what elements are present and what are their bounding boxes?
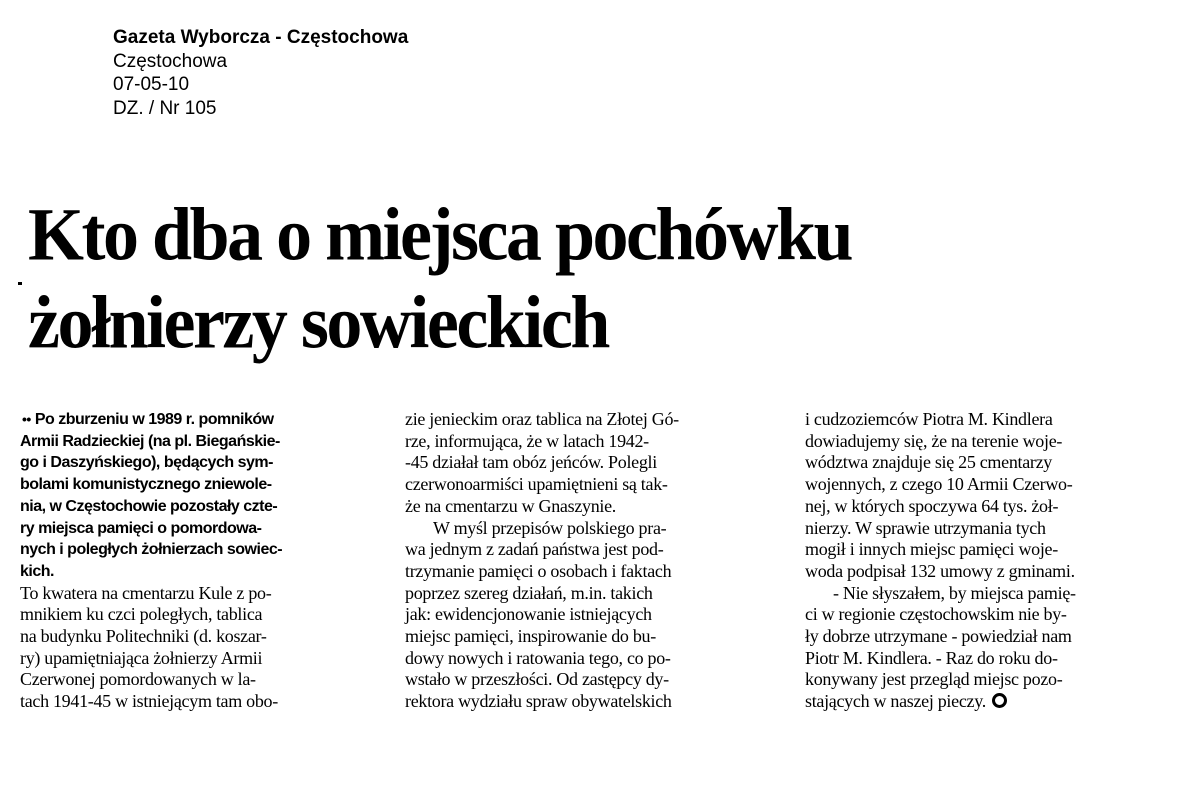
body-line: Piotr M. Kindlera. - Raz do roku do- bbox=[805, 647, 1058, 668]
body-line: mogił i innych miejsc pamięci woje- bbox=[805, 539, 1058, 560]
body-line: dowy nowych i ratowania tego, co po- bbox=[405, 647, 671, 668]
lead-line: nia, w Częstochowie pozostały czte- bbox=[20, 497, 278, 515]
masthead bbox=[113, 26, 408, 120]
body-line: nierzy. W sprawie utrzymania tych bbox=[805, 517, 1046, 538]
body-line: zie jenieckim oraz tablica na Złotej Gó- bbox=[405, 409, 679, 429]
body-paragraph bbox=[20, 583, 378, 713]
body-line: i cudzoziemców Piotra M. Kindlera bbox=[805, 409, 1053, 429]
publication-city: Częstochowa bbox=[113, 50, 228, 72]
issue-number: DZ. / Nr 105 bbox=[113, 97, 217, 119]
article-lead bbox=[20, 409, 378, 583]
body-line: konywany jest przegląd miejsc pozo- bbox=[805, 669, 1063, 690]
body-line: czerwonoarmiści upamiętnieni są tak- bbox=[405, 474, 668, 495]
article-column-2 bbox=[405, 409, 777, 713]
body-line: rektora wydziału spraw obywatelskich bbox=[405, 691, 672, 712]
body-line: ci w regionie częstochowskim nie by- bbox=[805, 604, 1067, 625]
publication-date: 07-05-10 bbox=[113, 74, 190, 95]
lead-line: •• Po zburzeniu w 1989 r. pomników bbox=[22, 411, 274, 428]
body-line-last: stających w naszej pieczy. bbox=[805, 691, 1177, 713]
lead-line: bolami komunistycznego zniewole- bbox=[20, 476, 272, 494]
body-line: To kwatera na cmentarzu Kule z po- bbox=[20, 582, 272, 603]
body-line: dowiadujemy się, że na terenie woje- bbox=[805, 430, 1063, 451]
body-paragraph bbox=[405, 409, 777, 518]
body-line: - Nie słyszałem, by miejsca pamię- bbox=[833, 582, 1076, 603]
body-line: Czerwonej pomordowanych w la- bbox=[20, 669, 256, 690]
body-line: rze, informująca, że w latach 1942- bbox=[405, 430, 649, 451]
lead-line: nych i poległych żołnierzach sowiec- bbox=[20, 541, 283, 559]
body-line: -45 działał tam obóz jeńców. Polegli bbox=[405, 452, 657, 473]
lead-line: go i Daszyńskiego), będących sym- bbox=[20, 454, 273, 472]
body-line: jak: ewidencjonowanie istniejących bbox=[405, 604, 652, 625]
body-line: wództwa znajduje się 25 cmentarzy bbox=[805, 452, 1052, 473]
body-line: wojennych, z czego 10 Armii Czerwo- bbox=[805, 474, 1073, 495]
end-of-article-icon bbox=[992, 693, 1007, 708]
body-line: ły dobrze utrzymane - powiedział nam bbox=[805, 626, 1072, 647]
body-line: mnikiem ku czci poległych, tablica bbox=[20, 604, 263, 625]
body-line: na budynku Politechniki (d. koszar- bbox=[20, 626, 267, 647]
body-line: tach 1941-45 w istniejącym tam obo- bbox=[20, 691, 278, 712]
lead-line: Armii Radzieckiej (na pl. Biegańskie- bbox=[20, 432, 280, 450]
body-line: W myśl przepisów polskiego pra- bbox=[433, 517, 667, 538]
lead-line: ry miejsca pamięci o pomordowa- bbox=[20, 519, 262, 537]
publication-name: Gazeta Wyborcza - Częstochowa bbox=[113, 27, 409, 48]
body-paragraph bbox=[805, 409, 1177, 583]
body-line: wstało w przeszłości. Od zastępcy dy- bbox=[405, 669, 669, 690]
body-line: woda podpisał 132 umowy z gminami. bbox=[805, 560, 1075, 581]
body-paragraph bbox=[405, 518, 777, 713]
headline-line-2: żołnierzy sowieckich bbox=[28, 280, 608, 365]
lead-bullet-icon: •• bbox=[22, 411, 31, 427]
body-line: wa jednym z zadań państwa jest pod- bbox=[405, 539, 664, 560]
print-speck bbox=[18, 282, 22, 285]
body-line: poprzez szereg działań, m.in. takich bbox=[405, 582, 653, 603]
body-line: że na cmentarzu w Gnaszynie. bbox=[405, 495, 616, 516]
article-column-3 bbox=[805, 409, 1177, 713]
headline-line-1: Kto dba o miejsca pochówku bbox=[28, 192, 852, 277]
body-paragraph bbox=[805, 583, 1177, 713]
body-line: nej, w których spoczywa 64 tys. żoł- bbox=[805, 495, 1059, 516]
article-column-1 bbox=[20, 409, 378, 713]
body-line: trzymanie pamięci o osobach i faktach bbox=[405, 560, 672, 581]
lead-line: kich. bbox=[20, 562, 54, 580]
body-line: ry) upamiętniająca żołnierzy Armii bbox=[20, 647, 263, 668]
article-headline bbox=[28, 190, 851, 366]
body-line: miejsc pamięci, inspirowanie do bu- bbox=[405, 626, 656, 647]
